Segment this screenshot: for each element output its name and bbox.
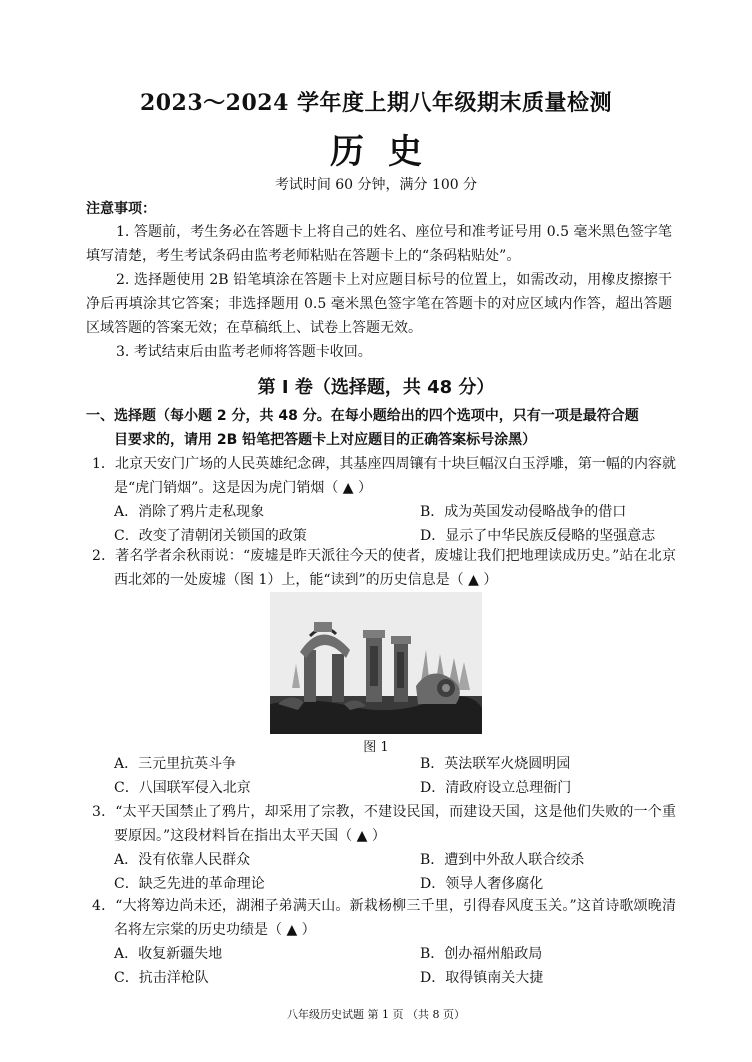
question-stem: 1．北京天安门广场的人民英雄纪念碑，其基座四周镶有十块巨幅汉白玉浮雕，第一幅的内容就是“虎门销烟”。这是因为虎门销烟（ ▲ ）: [92, 456, 676, 496]
option-b: B．创办福州船政局: [420, 946, 543, 962]
option-b: B．成为英国发动侵略战争的借口: [420, 504, 627, 520]
part-instructions-line1: 一、选择题（每小题 2 分，共 48 分。在每小题给出的四个选项中，只有一项是最符合题: [86, 408, 639, 424]
option-a: A．收复新疆失地: [114, 946, 223, 962]
question-stem: 2．著名学者余秋雨说：“废墟是昨天派往今天的使者，废墟让我们把地理读成历史。”站在北京西北郊的一处废墟（图 1）上，能“读到”的历史信息是（ ▲ ）: [92, 548, 676, 588]
ruins-photo-drawing: [270, 592, 482, 734]
option-d: D．领导人奢侈腐化: [420, 876, 544, 892]
question-stem: 3．“太平天国禁止了鸦片，却采用了宗教，不建设民国，而建设天国，这是他们失败的一个重要原因。”这段材料旨在指出太平天国（ ▲ ）: [92, 804, 676, 844]
option-d: D．清政府设立总理衙门: [420, 780, 572, 796]
note-item: 1. 答题前，考生务必在答题卡上将自己的姓名、座位号和准考证号用 0.5 毫米黑色签字笔填写清楚，考生考试条码由监考老师粘贴在答题卡上的“条码粘贴处”。: [86, 224, 672, 264]
notes-title: 注意事项：: [86, 201, 156, 217]
subject-title: 历史: [330, 132, 446, 172]
option-c: C．缺乏先进的革命理论: [114, 876, 265, 892]
question-2-options: [86, 752, 676, 800]
option-a: A．三元里抗英斗争: [114, 756, 237, 772]
option-a: A．没有依靠人民群众: [114, 852, 251, 868]
question-options: [86, 500, 676, 548]
question-4: [86, 894, 676, 990]
option-c: C．改变了清朝闭关锁国的政策: [114, 528, 307, 544]
option-b: B．遭到中外敌人联合绞杀: [420, 852, 585, 868]
question-options: [86, 942, 676, 990]
question-2: [86, 544, 676, 592]
exam-title: 2023～2024 学年度上期八年级期末质量检测: [139, 90, 613, 116]
question-stem: 4．“大将筹边尚未还，湖湘子弟满天山。新栽杨柳三千里，引得春风度玉关。”这首诗歌颂晚清名将左宗棠的历史功绩是（ ▲ ）: [92, 898, 676, 938]
question-1: [86, 452, 676, 548]
option-d: D．取得镇南关大捷: [420, 970, 544, 986]
option-d: D．显示了中华民族反侵略的坚强意志: [420, 528, 656, 544]
note-item: 3. 考试结束后由监考老师将答题卡收回。: [116, 344, 372, 360]
ruins-photo: [270, 592, 482, 734]
figure-caption: 图 1: [363, 740, 389, 755]
section-title: 第 I 卷（选择题，共 48 分）: [257, 377, 495, 398]
option-a: A．消除了鸦片走私现象: [114, 504, 265, 520]
notes-list: [86, 220, 672, 364]
exam-time-info: 考试时间 60 分钟，满分 100 分: [274, 177, 478, 193]
option-b: B．英法联军火烧圆明园: [420, 756, 571, 772]
question-options: [86, 848, 676, 896]
option-c: C．抗击洋枪队: [114, 970, 209, 986]
note-item: 2. 选择题使用 2B 铅笔填涂在答题卡上对应题目标号的位置上，如需改动，用橡皮擦擦干净后再填涂其它答案；非选择题用 0.5 毫米黑色签字笔在答题卡的对应区域内作答，超出答题区域答题的答案无效；在草稿纸上、试卷上答题无效。: [86, 272, 672, 336]
question-options: [86, 752, 676, 800]
part-instructions: [86, 404, 676, 452]
part-instructions-line2: 目要求的，请用 2B 铅笔把答题卡上对应题目的正确答案标号涂黑）: [114, 432, 537, 448]
option-c: C．八国联军侵入北京: [114, 780, 251, 796]
page-footer: 八年级历史试题 第 1 页 （共 8 页）: [287, 1008, 465, 1021]
question-3: [86, 800, 676, 896]
